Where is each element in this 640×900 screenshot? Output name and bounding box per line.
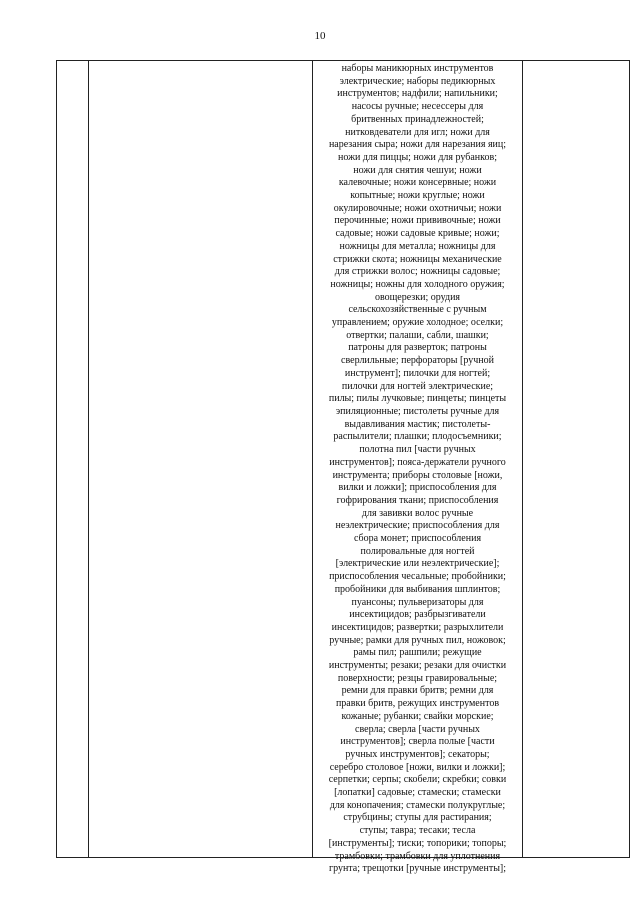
text-line: грунта; трещотки [ручные инструменты];	[328, 863, 507, 875]
text-line: овощерезки; орудия	[374, 291, 461, 303]
column-divider	[88, 61, 89, 857]
text-line: полотна пил [части ручных	[359, 444, 476, 456]
text-line: ремни для правки бритв; ремни для	[341, 685, 494, 697]
text-line: инструментов]; пояса-держатели ручного	[329, 456, 506, 468]
column-divider	[312, 61, 313, 857]
text-line: трамбовки; трамбовки для уплотнения	[334, 850, 501, 862]
text-line: полировальные для ногтей	[360, 545, 475, 557]
text-line: ножницы для металла; ножницы для	[339, 240, 496, 252]
text-line: нарезания сыра; ножи для нарезания яиц;	[328, 139, 507, 151]
text-line: [электрические или неэлектрические];	[335, 558, 500, 570]
text-line: бритвенных принадлежностей;	[351, 113, 484, 125]
text-line: калевочные; ножи консервные; ножи	[338, 177, 497, 189]
text-line: для завивки волос ручные	[361, 507, 474, 519]
text-line: выдавливания мастик; пистолеты-	[344, 418, 491, 430]
text-line: инсектицидов; разбрызгиватели	[349, 609, 486, 621]
text-line: пилочки для ногтей электрические;	[341, 380, 494, 392]
goods-list-cell	[314, 63, 521, 876]
text-line: управлением; оружие холодное; оселки;	[331, 317, 504, 329]
text-line: серебро столовое [ножи, вилки и ложки];	[329, 761, 506, 773]
text-line: патроны для разверток; патроны	[348, 342, 487, 354]
text-line: серпетки; серпы; скобели; скребки; совки	[328, 774, 507, 786]
text-line: ручные; рамки для ручных пил, ножовок;	[329, 634, 506, 646]
text-line: сбора монет; приспособления	[353, 533, 482, 545]
text-line: сверлильные; перфораторы [ручной	[341, 355, 494, 367]
text-line: ступы; тавра; тесаки; тесла	[359, 825, 476, 837]
text-line: нитковдеватели для игл; ножи для	[345, 126, 490, 138]
text-line: распылители; плашки; плодосъемники;	[333, 431, 502, 443]
column-divider	[522, 61, 523, 857]
text-line: инструмента; приборы столовые [ножи,	[332, 469, 503, 481]
text-line: эпиляционные; пистолеты ручные для	[335, 405, 500, 417]
text-line: рамы пил; рашпили; режущие	[353, 647, 482, 659]
text-line: отвертки; палаши, сабли, шашки;	[346, 329, 489, 341]
text-line: кожаные; рубанки; свайки морские;	[341, 710, 494, 722]
text-line: гофрирования ткани; приспособления	[336, 494, 499, 506]
text-line: ножи для снятия чешуи; ножи	[353, 164, 482, 176]
text-line: сверла; сверла [части ручных	[355, 723, 480, 735]
text-line: приспособления чесальные; пробойники;	[329, 571, 506, 583]
text-line: струбцины; ступы для растирания;	[343, 812, 492, 824]
text-line: перочинные; ножи прививочные; ножи	[334, 215, 501, 227]
text-line: [инструменты]; тиски; топорики; топоры;	[328, 837, 507, 849]
text-line: ножи для пиццы; ножи для рубанков;	[338, 151, 497, 163]
text-line: наборы маникюрных инструментов	[341, 63, 494, 74]
text-line: окулировочные; ножи охотничьи; ножи	[333, 202, 502, 214]
text-line: пилы; пилы лучковые; пинцеты; пинцеты	[328, 393, 507, 405]
text-line: [лопатки] садовые; стамески; стамески	[334, 787, 501, 799]
page-number: 10	[314, 30, 326, 42]
text-line: для конопачения; стамески полукруглые;	[329, 799, 506, 811]
text-line: насосы ручные; несессеры для	[351, 101, 484, 113]
text-line: садовые; ножи садовые кривые; ножи;	[335, 228, 500, 240]
text-line: инструменты; резаки; резаки для очистки	[328, 660, 507, 672]
text-line: пробойники для выбивания шплинтов;	[334, 583, 501, 595]
text-line: неэлектрические; приспособления для	[335, 520, 500, 532]
text-line: сельскохозяйственные с ручным	[348, 304, 487, 316]
text-line: пуансоны; пульверизаторы для	[351, 596, 484, 608]
table	[56, 60, 630, 875]
text-line: ручных инструментов]; секаторы;	[345, 748, 490, 760]
text-line: инструментов; надфили; напильники;	[337, 88, 498, 100]
text-line: правки бритв, режущих инструментов	[335, 698, 500, 710]
text-line: ножницы; ножны для холодного оружия;	[330, 278, 505, 290]
text-line: копытные; ножи круглые; ножи	[350, 190, 485, 202]
text-line: инструмент]; пилочки для ногтей;	[344, 367, 491, 379]
text-line: инструментов]; сверла полые [части	[340, 736, 495, 748]
text-line: поверхности; резцы гравировальные;	[337, 672, 498, 684]
text-line: стрижки скота; ножницы механические	[333, 253, 502, 265]
text-line: для стрижки волос; ножницы садовые;	[334, 266, 501, 278]
text-line: электрические; наборы педикюрных	[339, 75, 496, 87]
text-line: вилки и ложки]; приспособления для	[338, 482, 497, 494]
text-line: инсектицидов; развертки; разрыхлители	[331, 621, 504, 633]
